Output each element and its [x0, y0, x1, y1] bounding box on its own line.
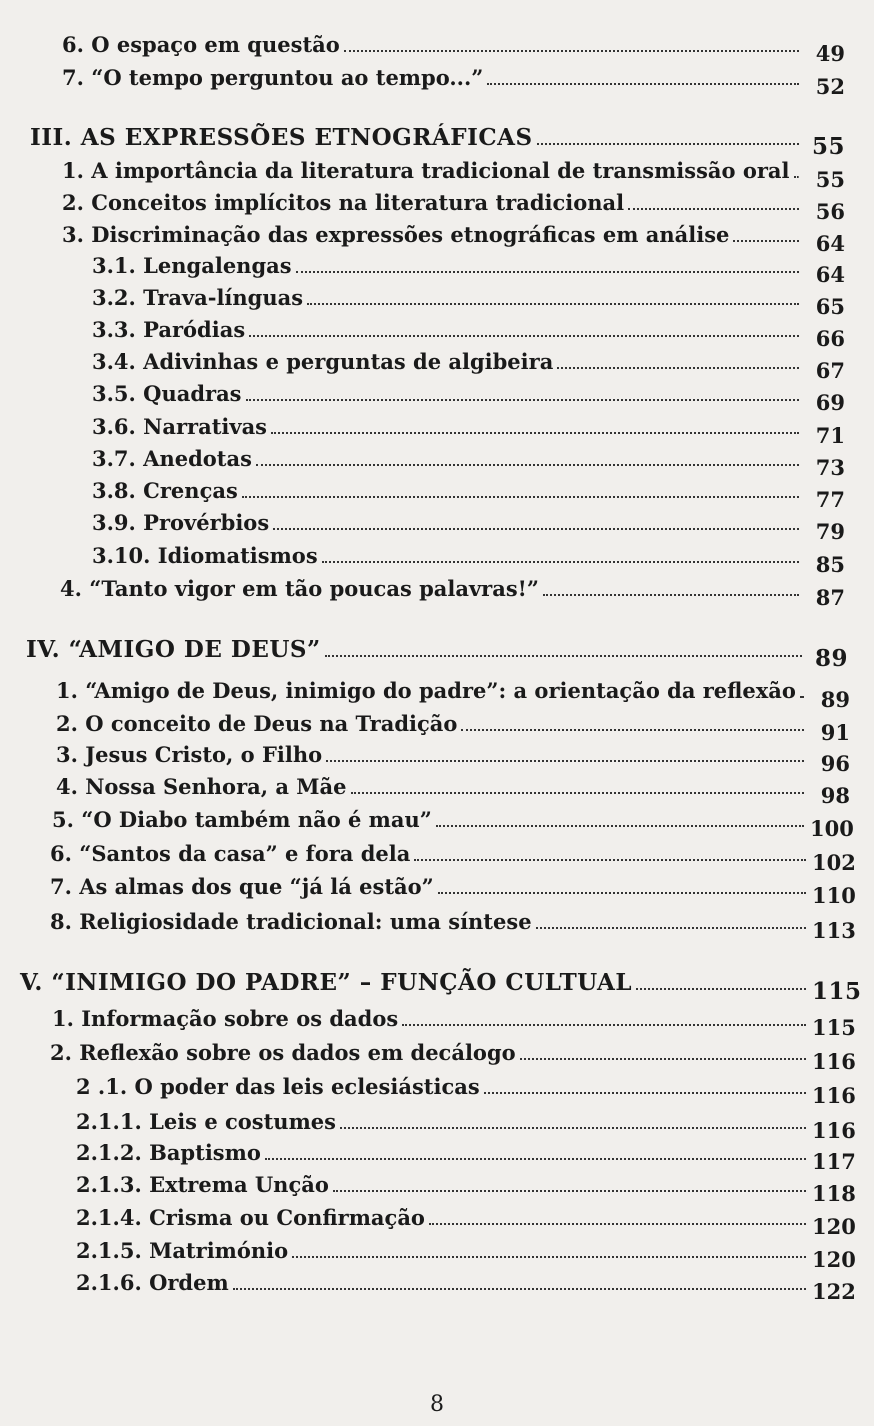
dot-leader — [351, 792, 805, 794]
page-number: 8 — [430, 1392, 444, 1417]
toc-entry-title: 6. O espaço em questão — [62, 32, 340, 57]
toc-entry-page: 100 — [810, 816, 854, 841]
toc-entry-page: 55 — [811, 133, 845, 160]
dot-leader — [537, 143, 799, 145]
dot-leader — [628, 208, 799, 210]
toc-entry-page: 77 — [815, 487, 845, 512]
toc-entry — [76, 1238, 856, 1272]
toc-entry-page: 55 — [815, 167, 845, 192]
toc-entry — [76, 1074, 856, 1108]
toc-entry-page: 113 — [812, 918, 856, 943]
dot-leader — [265, 1158, 806, 1160]
toc-entry — [76, 1270, 856, 1304]
dot-leader — [271, 432, 799, 434]
toc-entry — [52, 807, 854, 841]
toc-entry-page: 116 — [812, 1118, 856, 1143]
toc-entry-title: 6. “Santos da casa” e fora dela — [50, 841, 411, 866]
toc-entry — [92, 285, 845, 319]
toc-entry — [92, 253, 845, 287]
toc-entry — [50, 909, 856, 943]
toc-entry-page: 98 — [820, 783, 850, 808]
dot-leader — [296, 271, 799, 273]
dot-leader — [246, 399, 799, 401]
dot-leader — [543, 594, 799, 596]
dot-leader — [344, 50, 799, 52]
toc-entry — [92, 478, 845, 512]
toc-entry-page: 73 — [815, 455, 845, 480]
toc-entry — [76, 1109, 856, 1143]
toc-entry-title: 1. A importância da literatura tradicional de transmissão oral — [62, 158, 790, 183]
toc-entry-page: 120 — [812, 1214, 856, 1239]
toc-entry-page: 89 — [814, 645, 848, 672]
toc-entry-title: 2. Conceitos implícitos na literatura tradicional — [62, 190, 625, 215]
toc-entry-title: III. AS EXPRESSÕES ETNOGRÁFICAS — [30, 124, 533, 151]
toc-entry-page: 64 — [815, 231, 845, 256]
toc-entry-title: 3.1. Lengalengas — [92, 253, 292, 278]
dot-leader — [636, 988, 806, 990]
toc-entry-title: 3.7. Anedotas — [92, 446, 252, 471]
toc-entry-title: 7. As almas dos que “já lá estão” — [50, 874, 434, 899]
toc-entry-page: 91 — [820, 720, 850, 745]
toc-entry — [76, 1140, 856, 1174]
toc-entry-title: 3.6. Narrativas — [92, 414, 268, 439]
toc-entry — [60, 576, 845, 610]
dot-leader — [436, 825, 804, 827]
dot-leader — [340, 1127, 806, 1129]
toc-entry — [56, 711, 850, 745]
dot-leader — [557, 367, 799, 369]
toc-entry — [92, 446, 845, 480]
dot-leader — [438, 892, 806, 894]
toc-entry-title: 2.1.3. Extrema Unção — [76, 1172, 329, 1197]
toc-entry — [62, 190, 845, 224]
toc-entry-title: 2.1.2. Baptismo — [76, 1140, 261, 1165]
toc-entry-page: 110 — [812, 883, 856, 908]
toc-entry-title: 2.1.6. Ordem — [76, 1270, 229, 1295]
toc-entry-title: 1. Informação sobre os dados — [52, 1006, 399, 1031]
toc-entry — [76, 1205, 856, 1239]
toc-entry-title: 2 .1. O poder das leis eclesiásticas — [76, 1074, 480, 1099]
dot-leader — [307, 303, 799, 305]
toc-entry-page: 79 — [815, 519, 845, 544]
toc-entry-page: 122 — [812, 1279, 856, 1304]
toc-entry-title: 3.2. Trava-línguas — [92, 285, 304, 310]
toc-entry-page: 56 — [815, 199, 845, 224]
toc-entry — [56, 742, 850, 776]
toc-entry-page: 66 — [815, 326, 845, 351]
toc-entry-page: 85 — [815, 552, 845, 577]
dot-leader — [402, 1024, 806, 1026]
toc-entry-title: V. “INIMIGO DO PADRE” – FUNÇÃO CULTUAL — [20, 969, 633, 996]
toc-entry-title: 3.10. Idiomatismos — [92, 543, 318, 568]
dot-leader — [326, 760, 804, 762]
toc-entry-title: 2.1.4. Crisma ou Confirmação — [76, 1205, 425, 1230]
toc-entry — [50, 1040, 856, 1074]
toc-entry — [92, 543, 845, 577]
toc-entry-title: 4. “Tanto vigor em tão poucas palavras!” — [60, 576, 539, 601]
toc-entry-title: 5. “O Diabo também não é mau” — [52, 807, 432, 832]
toc-entry-page: 71 — [815, 423, 845, 448]
toc-entry-title: 3.5. Quadras — [92, 381, 242, 406]
dot-leader — [256, 464, 799, 466]
toc-entry-page: 96 — [820, 751, 850, 776]
toc-entry-page: 64 — [815, 262, 845, 287]
toc-entry — [50, 874, 856, 908]
toc-entry — [92, 381, 845, 415]
toc-entry — [56, 678, 850, 712]
toc-entry-page: 115 — [812, 978, 862, 1005]
toc-entry-title: IV. “AMIGO DE DEUS” — [26, 636, 321, 663]
toc-entry — [62, 65, 845, 99]
toc-entry-page: 116 — [812, 1083, 856, 1108]
dot-leader — [733, 240, 799, 242]
toc-entry-title: 3.4. Adivinhas e perguntas de algibeira — [92, 349, 554, 374]
dot-leader — [487, 83, 799, 85]
toc-entry-title: 2. Reflexão sobre os dados em decálogo — [50, 1040, 516, 1065]
toc-section-heading — [20, 969, 862, 1005]
toc-entry-page: 116 — [812, 1049, 856, 1074]
toc-entry — [56, 774, 850, 808]
toc-entry-title: 7. “O tempo perguntou ao tempo...” — [62, 65, 484, 90]
toc-entry-page: 117 — [812, 1149, 856, 1174]
toc-entry — [62, 222, 845, 256]
toc-entry-page: 87 — [815, 585, 845, 610]
dot-leader — [292, 1256, 806, 1258]
dot-leader — [429, 1223, 806, 1225]
toc-entry-title: 3.8. Crenças — [92, 478, 238, 503]
toc-entry — [50, 841, 856, 875]
toc-entry-page: 89 — [820, 687, 850, 712]
toc-entry-page: 49 — [815, 41, 845, 66]
dot-leader — [414, 859, 806, 861]
toc-entry-title: 1. “Amigo de Deus, inimigo do padre”: a orientação da reflexão — [56, 678, 796, 703]
toc-entry — [62, 158, 845, 192]
dot-leader — [325, 655, 802, 657]
toc-entry-page: 118 — [812, 1181, 856, 1206]
dot-leader — [233, 1288, 806, 1290]
toc-entry-page: 65 — [815, 294, 845, 319]
toc-entry-title: 2.1.5. Matrimónio — [76, 1238, 289, 1263]
dot-leader — [484, 1092, 806, 1094]
toc-entry-title: 3. Jesus Cristo, o Filho — [56, 742, 323, 767]
dot-leader — [461, 729, 804, 731]
toc-entry — [92, 414, 845, 448]
toc-entry-title: 2. O conceito de Deus na Tradição — [56, 711, 458, 736]
toc-entry-title: 2.1.1. Leis e costumes — [76, 1109, 336, 1134]
dot-leader — [333, 1190, 806, 1192]
toc-entry-page: 115 — [812, 1015, 856, 1040]
dot-leader — [322, 561, 799, 563]
toc-entry-page: 67 — [815, 358, 845, 383]
dot-leader — [800, 696, 804, 698]
toc-entry-page: 69 — [815, 390, 845, 415]
toc-entry-page: 102 — [812, 850, 856, 875]
toc-entry — [62, 32, 845, 66]
toc-entry — [92, 317, 845, 351]
toc-entry-page: 120 — [812, 1247, 856, 1272]
toc-entry-page: 52 — [815, 74, 845, 99]
dot-leader — [242, 496, 799, 498]
dot-leader — [273, 528, 799, 530]
dot-leader — [249, 335, 799, 337]
toc-entry-title: 8. Religiosidade tradicional: uma síntese — [50, 909, 532, 934]
dot-leader — [794, 176, 800, 178]
toc-entry — [76, 1172, 856, 1206]
dot-leader — [536, 927, 806, 929]
toc-entry-title: 3.3. Paródias — [92, 317, 246, 342]
toc-entry — [92, 510, 845, 544]
dot-leader — [520, 1058, 806, 1060]
toc-entry-title: 3.9. Provérbios — [92, 510, 270, 535]
toc-entry — [92, 349, 845, 383]
toc-section-heading — [30, 124, 845, 160]
toc-entry-title: 3. Discriminação das expressões etnográficas em análise — [62, 222, 730, 247]
toc-entry — [52, 1006, 856, 1040]
toc-entry-title: 4. Nossa Senhora, a Mãe — [56, 774, 347, 799]
toc-section-heading — [26, 636, 848, 672]
